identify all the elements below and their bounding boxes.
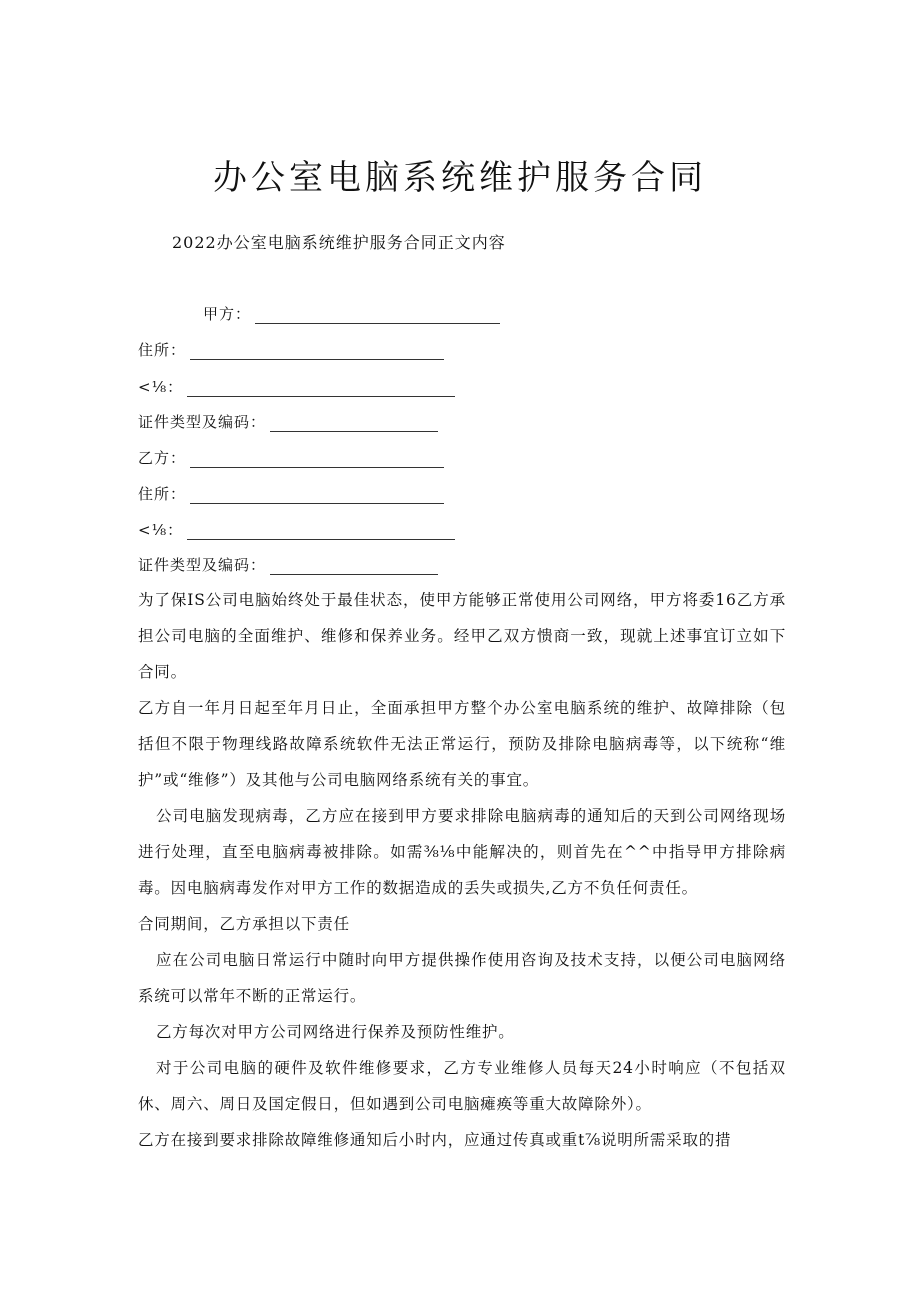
id-a-field <box>138 411 438 432</box>
address-a-field <box>138 339 444 360</box>
paragraph-support: 应在公司电脑日常运行中随时向甲方提供操作使用咨询及技术支持，以便公司电脑网络系统可以常年不断的正常运行。 <box>138 951 786 1005</box>
phone-b-field <box>138 519 455 540</box>
party-a-field <box>203 303 500 324</box>
phone-b-blank <box>187 525 455 540</box>
id-b-label: 证件类型及编码： <box>138 556 267 574</box>
id-a-label: 证件类型及编码： <box>138 413 267 431</box>
address-b-label: 住所： <box>138 485 187 503</box>
paragraph-response: 对于公司电脑的硬件及软件维修要求，乙方专业维修人员每天24小时响应（不包括双休、周六、周日及国定假日，但如遇到公司电脑瘫痪等重大故障除外）。 <box>138 1059 786 1113</box>
document-subtitle: 2022办公室电脑系统维护服务合同正文内容 <box>172 233 506 252</box>
phone-b-label: <⅛： <box>138 521 184 539</box>
party-b-field <box>138 447 444 468</box>
party-b-label: 乙方： <box>138 449 187 467</box>
id-b-field <box>138 554 438 575</box>
id-a-blank <box>270 417 438 432</box>
address-b-field <box>138 483 444 504</box>
address-a-blank <box>190 345 444 360</box>
paragraph-purpose: 为了保IS公司电脑始终处于最佳状态，使甲方能够正常使用公司网络，甲方将委16乙方承担公司电脑的全面维护、维修和保养业务。经甲乙双方愦商一致，现就上述事宜订立如下合同。 <box>138 591 786 681</box>
document-title: 办公室电脑系统维护服务合同 <box>213 158 707 198</box>
party-a-blank <box>255 309 500 324</box>
paragraph-virus: 公司电脑发现病毒，乙方应在接到甲方要求排除电脑病毒的通知后的天到公司网络现场进行处理，直至电脑病毒被排除。如需⅜⅛中能解决的，则首先在^^中指导甲方排除病毒。因电脑病毒发作对甲方工作的数据造成的丢失或损失,乙方不负任何责任。 <box>138 807 786 897</box>
address-b-blank <box>190 489 444 504</box>
paragraph-responsibilities: 合同期间，乙方承担以下责任 <box>138 915 350 933</box>
paragraph-fault: 乙方在接到要求排除故障维修通知后小时内，应通过传真或重t⅞说明所需采取的措 <box>138 1131 732 1149</box>
id-b-blank <box>270 560 438 575</box>
phone-a-blank <box>187 382 455 397</box>
paragraph-scope: 乙方自一年月日起至年月日止，全面承担甲方整个办公室电脑系统的维护、故障排除（包括但不限于物理线路故障系统软件无法正常运行，预防及排除电脑病毒等，以下统称“维护”或“维修”）及其他与公司电脑网络系统有关的事宜。 <box>138 699 786 789</box>
address-a-label: 住所： <box>138 341 187 359</box>
phone-a-field <box>138 376 455 397</box>
phone-a-label: <⅛： <box>138 378 184 396</box>
party-b-blank <box>190 453 444 468</box>
paragraph-maintenance: 乙方每次对甲方公司网络进行保养及预防性维护。 <box>156 1023 515 1041</box>
party-a-label: 甲方： <box>203 305 252 323</box>
